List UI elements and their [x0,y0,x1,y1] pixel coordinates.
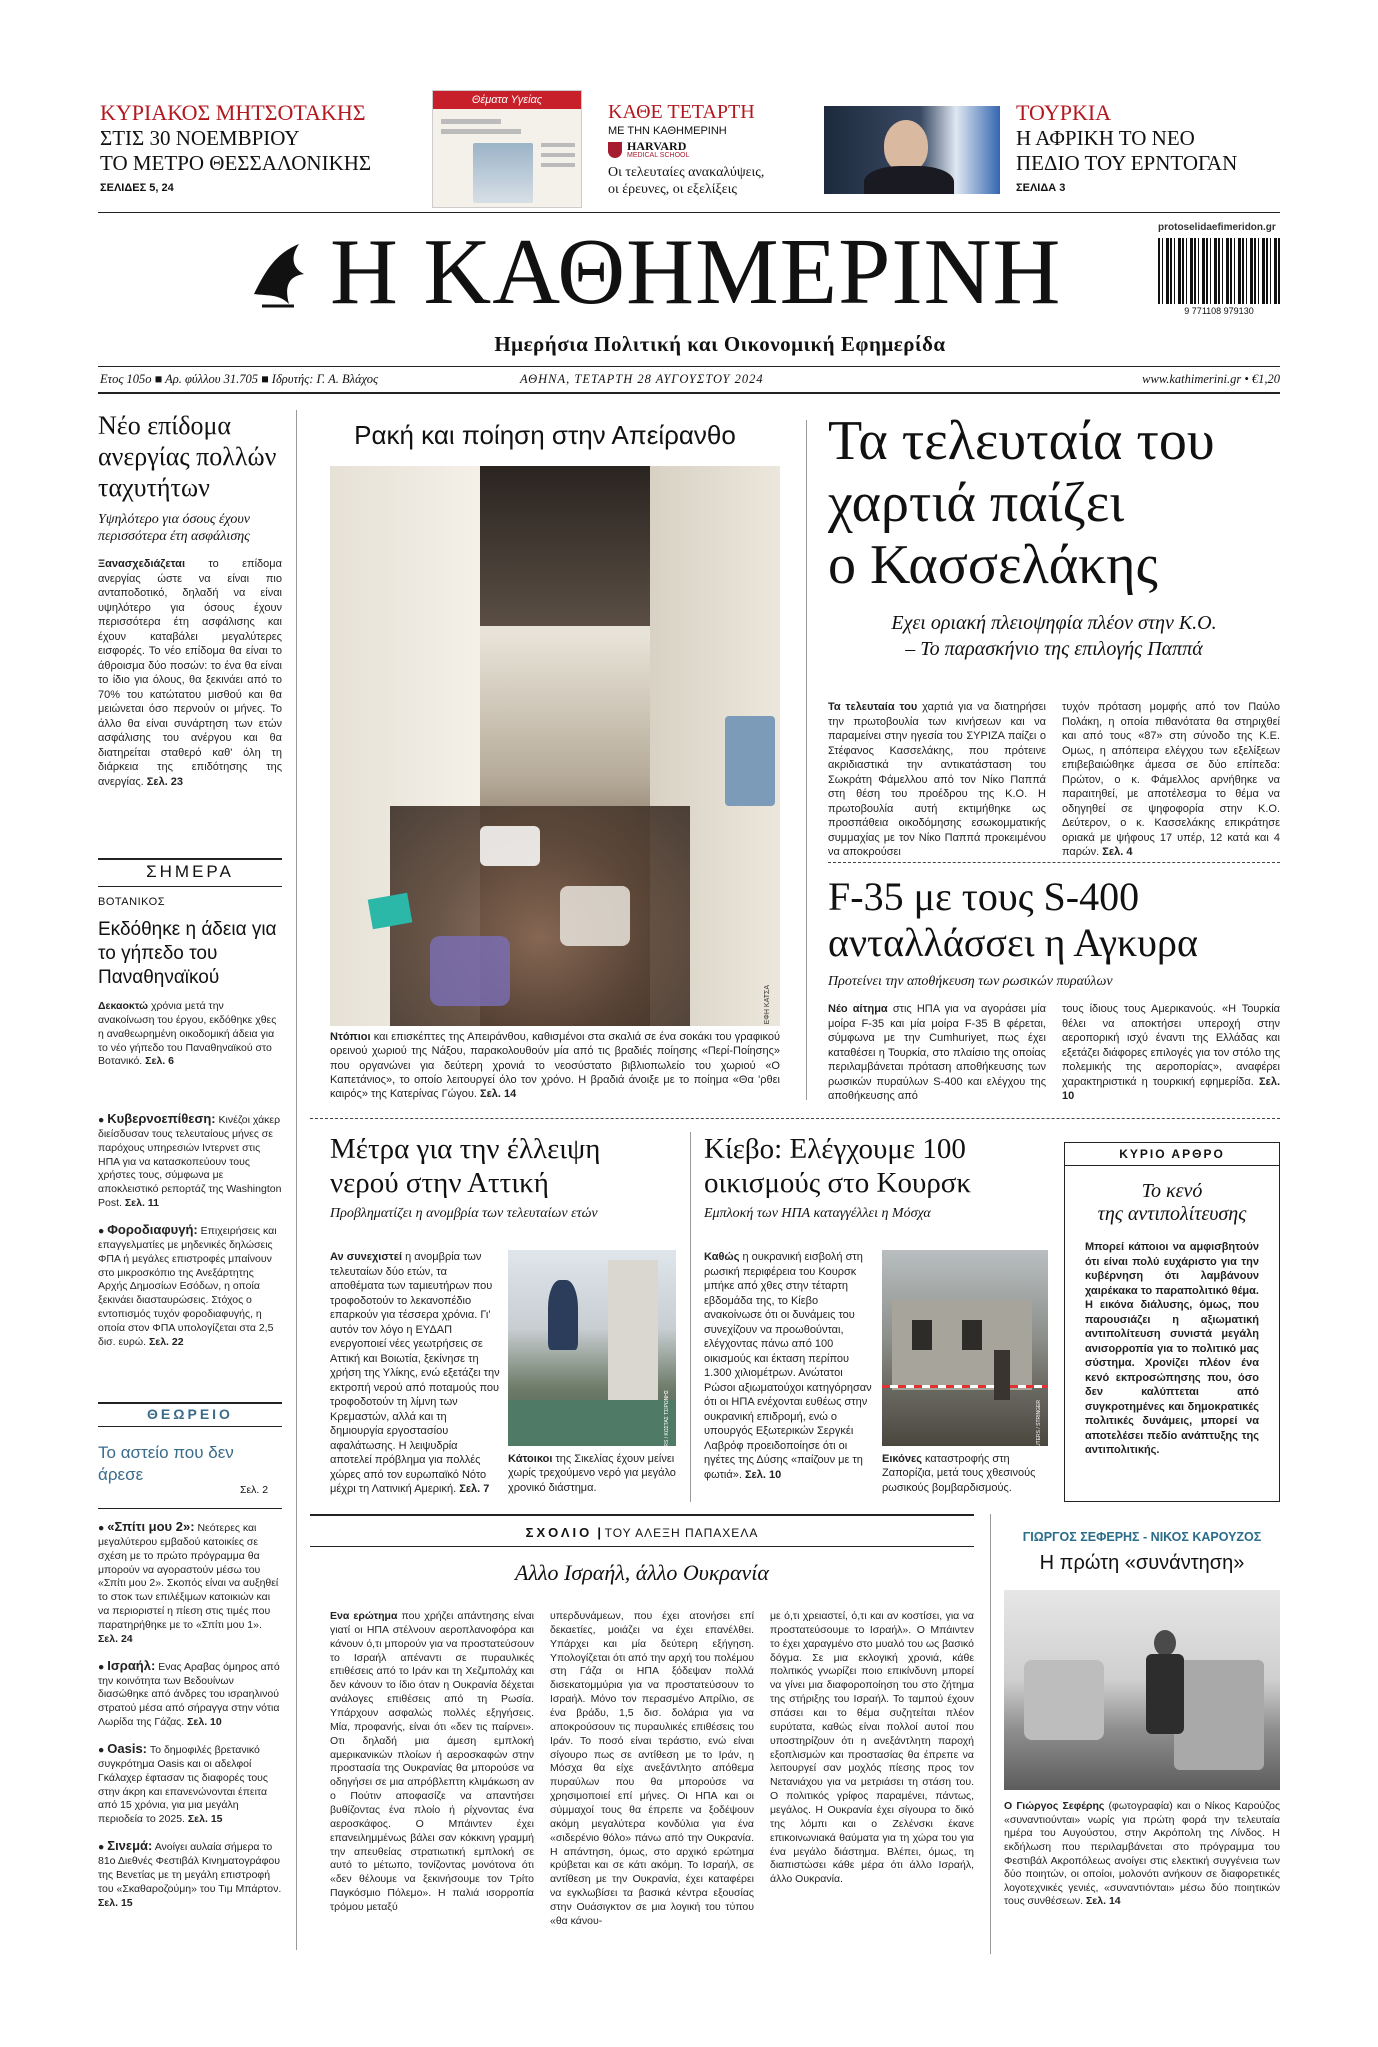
main-photo-apeiranthos[interactable] [330,466,780,1026]
teaser-line: ΣΤΙΣ 30 ΝΟΕΜΒΡΙΟΥ [100,126,300,150]
lead-story-subtitle: Εχει οριακή πλειοψηφία πλέον στην Κ.Ο. [891,612,1217,634]
comment-label: ΣΧΟΛΙΟ [525,1525,593,1540]
f35-title-line: ανταλλάσσει η Αγκυρα [828,920,1198,965]
brief-list [98,1110,282,1350]
teaser-line: Η ΑΦΡΙΚΗ ΤΟ ΝΕΟ [1016,126,1195,150]
editorial-label: ΚΥΡΙΟ ΑΡΘΡΟ [1065,1143,1279,1166]
kyiv-story[interactable] [704,1132,1054,1222]
masthead-logo-icon [244,234,316,314]
kyiv-caption: Εικόνες καταστροφής στη Ζαπορίζια, μετά τους χθεσινούς ρωσικούς βομβαρδισμούς. [882,1453,1036,1494]
section-simera: ΣΗΜΕΡΑ [146,862,234,881]
lead-story-col1: Τα τελευταία του χαρτιά για να διατηρήσει την πρωτοβουλία των κινήσεων και να παραμείνει στην ηγεσία του ΣΥΡΙΖΑ παίζει ο Στέφανος Κασσελάκης, που πρότεινε ακριδιαστικά την αντικατάσταση του Σωκράτη Φάμελλου από τον Νίκο Παππά στη θέση του προέδρου της Κ.Ο. Η πρωτοβουλία αυτή εκτιμήθηκε ως προσπάθεια οικοδόμησης εσωκομματικής συμμαχίας με τον Νίκο Παππά προκειμένου να αποκρούσει [828,701,1046,859]
brief-item[interactable]: ● Oasis: Το δημοφιλές βρετανικό συγκρότημα Oasis και οι αδελφοί Γκάλαχερ έφτασαν τις διαφορές τους στην άκρη και επανενώνονται έπειτα από 15 χρόνια, για μια μεγάλη περιοδεία το 2025. Σελ. 15 [98,1741,268,1826]
brief-item[interactable]: ● Φοροδιαφυγή: Επιχειρήσεις και επαγγελματίες με μηδενικές δηλώσεις ΦΠΑ ή μεγάλες επιστροφές μπαίνουν στο μικροσκόπιο της Ανεξάρτητης Αρχής Δημοσίων Εσόδων, η οποία ξεκινάει διασταυρώσεις. Στόχος ο εντοπισμός τυχόν φοροδιαφυγής, η οποία στον ΦΠΑ υπολογίζεται στα 2,5 δισ. ευρώ. Σελ. 22 [98,1222,277,1348]
barcode [1158,238,1280,304]
comment-header: ΣΧΟΛΙΟ | ΤΟΥ ΑΛΕΞΗ ΠΑΠΑΧΕΛΑ [525,1525,759,1540]
water-title-line: Μέτρα για την έλλειψη [330,1133,601,1165]
story-body: Δεκαοκτώ χρόνια μετά την ανακοίνωση του έργου, εκδόθηκε χθες η αναθεωρημένη οικοδομική άδεια για το νέο γήπεδο του Παναθηναϊκού στο Βοτανικό. Σελ. 6 [98,1000,277,1068]
teaser-pages: ΣΕΛΙΔΕΣ 5, 24 [100,182,174,194]
editorial-title-line: Το κενό [1141,1180,1203,1202]
teaser-pages: ΣΕΛΙΔΑ 3 [1016,182,1066,194]
lead-story-title-line: ο Κασσελάκης [828,534,1158,596]
brief-item[interactable]: ● Κυβερνοεπίθεση: Κινέζοι χάκερ διείσδυσαν τους τελευταίους μήνες σε παρόχους υπηρεσιών Ιντερνετ στις ΗΠΑ για να κατασκοπεύουν τους χρήστες τους, σύμφωνα με αποκλειστικό ρεπορτάζ της Washington Post. Σελ. 11 [98,1111,282,1210]
left-column [98,410,282,789]
theorio-ref: Σελ. 2 [240,1484,269,1496]
teaser-line: ΜΕ ΤΗΝ ΚΑΘΗΜΕΡΙΝΗ [608,125,727,137]
kyiv-title-line: οικισμούς στο Κουρσκ [704,1167,972,1199]
comment-col1: Ενα ερώτημα που χρήζει απάντησης είναι γιατί οι ΗΠΑ στέλνουν αεροπλανοφόρα και κάνουν ό,τι μπορούν για να προστατεύσουν το Ισραήλ απέναντι σε πυραυλικές επιθέσεις από το Ιράν και τη Χεζμπολάχ και δεν κάνουν το ίδιο όταν η Ουκρανία δέχεται ανάλογες επιθέσεις από τη Ρωσία. Υπάρχουν ασφαλώς πολλές εξηγήσεις. Μία, προφανής, είναι ότι «δεν τις παίρνει». Οτι δηλαδή μια άμεση εμπλοκή αμερικανικών πλοίων ή αεροσκαφών στην προστασία της Ουκρανίας θα μπορούσε να οδηγήσει σε μια απρόβλεπτη κλιμάκωση αν ο Πούτιν αποφασίζε να απαντήσει βυθίζοντας ένα πλοίο ή ρίχνοντας ένα αεροσκάφος. Ο Μπάιντεν έχει επανειλημμένως βάλει σαν κόκκινη γραμμή την απευθείας στρατιωτική εμπλοκή σε αυτό το μέτωπο, τονίζοντας μονότονα ότι «δεν θέλουμε να ξεκινήσουμε τον Τρίτο Παγκόσμιο Πόλεμο». Η παλιά ισορροπία τρόμου μεταξύ [330,1610,534,1914]
seferis-title[interactable]: Η πρώτη «συνάντηση» [1039,1552,1245,1574]
editorial-body: Μπορεί κάποιοι να αμφισβητούν ότι είναι πολύ ευχάριστο για την κυβέρνηση ότι λαμβάνουν χαιρέκακα το παραπολιτικό θέμα. Η εικόνα διάλυσης, όμως, που παρουσιάζει η αξιωματική αντιπολίτευση συνιστά μεγάλη ανισορροπία για το πολιτικό μας σύστημα. Χρονίζει πλέον ένα κενό εκπροσώπησης που, όσο δεν καλύπτεται από συγκροτημένες και δημοκρατικές πολιτικές δυνάμεις, μπορεί να αποτελέσει πεδίο ανάπτυξης της αντιπολιτικής. [1085,1241,1259,1457]
teaser-mitsotakis[interactable] [100,100,390,200]
brief-item[interactable]: ● «Σπίτι μου 2»: Νεότερες και μεγαλύτερου εμβαδού κατοικίες σε σχέση με το πρώτο πρόγραμμα θα μπορούν να αγοραστούν μέσω του «Σπίτι μου 2». Σκοπός είναι να αυξηθεί το στοκ των επιλέξιμων κατοικιών και να περιοριστεί η πίεση στις τιμές που παρατηρήθηκε με το «Σπίτι μου 1». Σελ. 24 [98,1519,279,1645]
watermark: protoselidaefimeridon.gr [1158,222,1276,233]
lead-story-title-line: χαρτιά παίζει [828,472,1125,534]
left-story-subtitle: Υψηλότερο για όσους έχουν περισσότερα έτη ασφάλισης [98,512,251,544]
left-story-title[interactable]: Νέο επίδομα ανεργίας πολλών ταχυτήτων [98,411,277,502]
water-body: Αν συνεχιστεί η ανομβρία των τελευταίων δύο ετών, τα αποθέματα των ταμιευτήρων που τροφοδοτούν το λεκανοπέδιο επαρκούν για τέσσερα χρόνια. Γι' αυτόν τον λόγο η ΕΥΔΑΠ ενεργοποιεί νέες γεωτρήσεις σε Αττική και Βοιωτία, ξεκίνησε τη χρήση της Υλίκης, ενώ εξετάζει την εκτροπή νερού από ποταμούς που τροφοδοτούν τη λίμνη των Κρεμαστών, αλλά και τη δημιουργία εργοστασίου αφαλάτωσης. Η λειψυδρία αποτελεί πρόβλημα για πολλές χώρες από τον ευρωπαϊκό Νότο μέχρι τη Λατινική Αμερική. Σελ. 7 [330,1251,500,1496]
f35-col1: Νέο αίτημα στις ΗΠΑ για να αγοράσει μία μοίρα F-35 και μία μοίρα F-35 Β φέρεται, σύμφωνα με την Cumhuriyet, πως έχει καταθέσει η Τουρκία, στο πλαίσιο της οποίας περιλαμβάνεται πρόταση αποθήκευσης των ρωσικών πυραύλων S-400 και ελέγχου της αποθήκευσης από [828,1003,1046,1103]
site-and-price: www.kathimerini.gr • €1,20 [1142,372,1280,386]
comment-col2: υπερδυνάμεων, που έχει ατονήσει επί δεκαετίες, μοιάζει να έχει επανέλθει. Υπάρχει και μία δεύτερη εξήγηση. Υπολογίζεται ότι από την αρχή του πολέμου στη Γάζα οι ΗΠΑ ξόδεψαν πολλά δισεκατομμύρια για να προστατεύσουν το Ισραήλ. Μόνο τον περασμένο Απρίλιο, σε ένα βράδυ, 1,5 δισ. δολάρια για να αποκρούσουν τις πυραυλικές επιθέσεις του Ιράν. Το ποσό είναι τεράστιο, ενώ είναι σίγουρο πως σε αντίθεση με το Ιράν, η Μόσχα θα είχε ανεξάντλητο απόθεμα πυραύλων που θα μπορούσε να χρησιμοποιεί επί μήνες. Οι ΗΠΑ και οι σύμμαχοί τους θα έπρεπε να ξοδέψουν ακόμη μεγαλύτερα κονδύλια για ένα «σιδερένιο θόλο» πάνω από την Ουκρανία. Η απάντηση, όμως, στο αρχικό ερώτημα κρύβεται και σε κάτι ακόμη. Το Ισραήλ, σε αντίθεση με την Ουκρανία, έχει καταφέρει να εγκλωβίσει τα βασικά κέντρα εξουσίας στην Ουάσιγκτον σε μια λογική του τύπου «θα κάνου- [550,1610,754,1927]
water-photo[interactable] [508,1250,676,1446]
erdogan-photo[interactable] [824,106,1000,194]
harvard-shield-icon [608,142,622,158]
ref: Σελ. 23 [146,775,184,788]
teaser-harvard[interactable] [608,100,798,200]
teaser-kicker: ΚΑΘΕ ΤΕΤΑΡΤΗ [608,101,755,123]
teaser-line: Οι τελευταίες ανακαλύψεις, [608,165,765,180]
left-story-body: Ξανασχεδιάζεται το επίδομα ανεργίας ώστε να είναι πιο ανταποδοτικό, δηλαδή να είναι υψηλότερο για όσους έχουν περισσότερα έτη ασφάλισης και έχουν καταβάλει μεγαλύτερες εισφορές. Το νέο επίδομα θα είναι το άθροισμα δύο ποσών: το ένα θα είναι το ίδιο για όλους, θα ξεκινάει από το 70% του κατώτατου μισθού και θα μειώνεται όσο περνούν οι μήνες. Το άλλο θα είναι συνάρτηση των ετών ασφάλισης του ανέργου και θα διατηρείται σταθερό καθ' όλη τη διάρκεια της επιδότησης της ανεργίας. Σελ. 23 [98,558,282,788]
issue-date: ΑΘΗΝΑ, ΤΕΤΑΡΤΗ 28 ΑΥΓΟΥΣΤΟΥ 2024 [520,372,764,386]
masthead-title: Η ΚΑΘΗΜΕΡΙΝΗ [330,220,1062,324]
seferis-photo[interactable] [1004,1590,1280,1790]
barcode-number: 9 771108 979130 [1158,306,1280,316]
issue-info: Ετος 105ο ■ Αρ. φύλλου 31.705 ■ Ιδρυτής: Γ. Α. Βλάχος [100,372,379,386]
lead-story[interactable] [828,410,1280,662]
lead-story-col2: τυχόν πρόταση μομφής από τον Παύλο Πολάκη, η οποία πιθανότατα θα στηριχθεί και από τους «87» στη σύνοδο της Κ.Ε. Ομως, η απόπειρα ελέγχου των εξελίξεων επιβεβαιώθηκε άμεσα σε δύο επίπεδα: Πρώτον, ο κ. Φάμελλος αρνήθηκε να παραιτηθεί, με αποτέλεσμα το θέμα να οδηγηθεί σε ψηφοφορία στην Κ.Ο. Δεύτερον, ο κ. Κασσελάκης επικράτησε οριακά με ψήφους 17 υπέρ, 12 κατά και 4 παρών. Σελ. 4 [1062,701,1280,859]
brief-item[interactable]: ● Σινεμά: Ανοίγει αυλαία σήμερα το 81ο Διεθνές Φεστιβάλ Κινηματογράφου της Βενετίας με τη μεγάλη επιστροφή του «Σκαθαροζούμη» του Τιμ Μπάρτον. Σελ. 15 [98,1838,282,1909]
seferis-kicker: ΓΙΩΡΓΟΣ ΣΕΦΕΡΗΣ - ΝΙΚΟΣ ΚΑΡΟΥΖΟΣ [1022,1530,1262,1544]
brief-list-2 [98,1518,282,1910]
theorio-title[interactable]: Το αστείο που δεν άρεσε [98,1443,234,1484]
comment-col3: με ό,τι χρειαστεί, ό,τι και αν κοστίσει, για να προστατεύσουμε το Ισραήλ». Ο Μπάιντεν το έχει χαραγμένο στο μυαλό του ως βασικό δόγμα. Σε μια εκλογική χρονιά, κάθε πολιτικός γνωρίζει ποιο επικίνδυνη μπορεί να γίνει μια διαφοροποίηση του στο ζήτημα της στήριξης του Ισραήλ. Το ταμπού έχουν σπάσει και το θέμα συζητείται πλέον ευρύτατα, καθώς είναι πολλοί αυτοί που υποστηρίζουν ότι η ανεξάντλητη παροχή εξοπλισμών και προστασίας θα έπρεπε να λειτουργεί σαν μοχλός πίεσης προς τον Νετανιάχου για να μετριάσει τη στάση του. Ο πολιτικός γρίφος παραμένει, πάντως, μεγάλος. Η Ουκρανία έχει σίγουρα το δικό της λόμπι και ο Ζελένσκι έκανε επικοινωνιακά θαύματα για τη χώρα του για ένα μεγάλο διάστημα. Βλέπει, όμως, τη διαπιστώσει κάθε μέρα ότι άλλο Ισραήλ, άλλο Ουκρανία. [770,1610,974,1886]
brand: HARVARD [627,139,687,153]
lead-story-title-line: Τα τελευταία του [828,410,1215,472]
editorial-box[interactable] [1064,1142,1280,1502]
photo-credit: ΕΦΗ ΚΑΤΣΑ [764,985,771,1025]
water-title-line: νερού στην Αττική [330,1167,549,1199]
water-caption: Κάτοικοι της Σικελίας έχουν μείνει χωρίς τρεχούμενο νερό για μεγάλο χρονικό διάστημα. [508,1453,676,1494]
kyiv-subtitle: Εμπλοκή των ΗΠΑ καταγγέλλει η Μόσχα [704,1206,931,1221]
botanikos-story[interactable] [98,896,282,1069]
story-title: Εκδόθηκε η άδεια για το γήπεδο του Παναθηναϊκού [98,919,277,988]
teaser-kicker: ΚΥΡΙΑΚΟΣ ΜΗΤΣΟΤΑΚΗΣ [100,100,366,125]
editorial-title-line: της αντιπολίτευσης [1097,1203,1247,1225]
main-photo-title: Ρακή και ποίηση στην Απείρανθο [354,420,736,450]
teaser-turkey[interactable] [1016,100,1286,200]
comment-author: ΤΟΥ ΑΛΕΞΗ ΠΑΠΑΧΕΛΑ [604,1526,759,1540]
kyiv-photo-credit: REUTERS / STRINGER [1036,1400,1042,1454]
kyiv-photo[interactable] [882,1250,1048,1446]
kicker: ΒΟΤΑΝΙΚΟΣ [98,896,165,908]
water-story[interactable] [330,1132,680,1222]
water-photo-credit: REUTERS / ΚΩΣΤΑΣ ΤΣΙΡΩΝΗΣ [664,1390,670,1464]
brand-sub: MEDICAL SCHOOL [627,152,690,159]
teaser-line: ΤΟ ΜΕΤΡΟ ΘΕΣΣΑΛΟΝΙΚΗΣ [100,151,372,175]
comment-title[interactable]: Αλλο Ισραήλ, άλλο Ουκρανία [515,1560,769,1585]
teaser-line: ΠΕΔΙΟ ΤΟΥ ΕΡΝΤΟΓΑΝ [1016,151,1238,175]
kyiv-title-line: Κίεβο: Ελέγχουμε 100 [704,1133,966,1165]
masthead-subtitle: Ημερήσια Πολιτική και Οικονομική Εφημερίδα [494,332,946,356]
f35-title-line: F-35 με τους S-400 [828,874,1140,919]
seferis-caption: Ο Γιώργος Σεφέρης (φωτογραφία) και ο Νίκος Καρούζος «συναντιούνται» νωρίς για πρώτη φορά την τελευταία ημέρα του Αυγούστου, στην Ακρόπολη της Λίνδος. Η εκδήλωση που περιλαμβάνεται στο πρόγραμμα του Φεστιβάλ Ακροπόλεως ανοίγει στις ελεκτική συγγένεια των δύο ποιητών, οι οποίοι, μολονότι ανήκουν σε διαφορετικές λογοτεχνικές γενιές, «συναντιόνται» μέσω δύο ποιητικών τους συνθέσεων. Σελ. 14 [1004,1800,1281,1908]
teaser-line: οι έρευνες, οι εξελίξεις [608,182,737,197]
magazine-title: Θέματα Υγείας [433,91,581,109]
water-subtitle: Προβληματίζει η ανομβρία των τελευταίων ετών [330,1206,598,1221]
f35-col2: τους ίδιους τους Αμερικανούς. «Η Τουρκία θέλει να αποκτήσει υπεροχή στην αεροπορική ισχύ έναντι της Ελλάδας και εξετάζει διάφορες επιλογές για τον στόλο της πολεμικής της αεροπορίας», αναφέρει χαρακτηριστικά η τουρκική εφημερίδα. Σελ. 10 [1062,1003,1280,1103]
brief-item[interactable]: ● Ισραήλ: Ενας Αραβας όμηρος από την κοινότητα των Βεδουίνων διασώθηκε από άνδρες του ισραηλινού στρατού μέσα από σήραγγα στην νότια Λωρίδα της Γάζας. Σελ. 10 [98,1657,280,1729]
f35-subtitle: Προτείνει την αποθήκευση των ρωσικών πυραύλων [828,974,1113,989]
teaser-kicker: ΤΟΥΡΚΙΑ [1016,100,1112,125]
lead: Ξανασχεδιάζεται [98,558,185,570]
main-photo-caption: Ντόπιοι και επισκέπτες της Απειράνθου, καθισμένοι στα σκαλιά σε ένα σοκάκι του γραφικού ορεινού χωριού της Νάξου, παρακολουθούν μία από τις βραδιές ποίησης «Περί-Ποίησης» που οργανώνει για δεύτερη χρονιά το νεοσύστατο βιβλιοπωλείο του χωριού «Ο Καπετάνιος», το οποίο λειτουργεί όλο τον χρόνο. Η βραδιά άνοιξε με το ποίημα «Θα 'ρθει καιρός» της Κατερίνας Γώγου. Σελ. 14 [330,1031,780,1101]
f35-story[interactable] [828,874,1280,990]
kyiv-body: Καθώς η ουκρανική εισβολή στη ρωσική περιφέρεια του Κουρσκ μπήκε από χθες στην τέταρτη εβδομάδα της, το Κίεβο ανακοίνωσε ότι οι δυνάμεις του συνεχίζουν να προωθούνται, ελέγχοντας πάνω από 100 οικισμούς και έκταση περίπου 1.300 χιλιομέτρων. Ανώτατοι Ρώσοι αξιωματούχοι κατηγόρησαν ότι οι ΗΠΑ ενέχονται ευθέως στην ουκρανική επιδρομή, ενώ ο υπουργός Εξωτερικών Σεργκέι Λαβρόφ προειδοποίησε ότι οι ηγέτες της Δύσης «παίζουν με τη φωτιά». Σελ. 10 [704,1251,872,1481]
section-theorio: ΘΕΩΡΕΙΟ [147,1406,233,1422]
magazine-cover-image[interactable] [432,90,582,208]
lead-story-subtitle: – Το παρασκήνιο της επιλογής Παππά [905,638,1203,660]
